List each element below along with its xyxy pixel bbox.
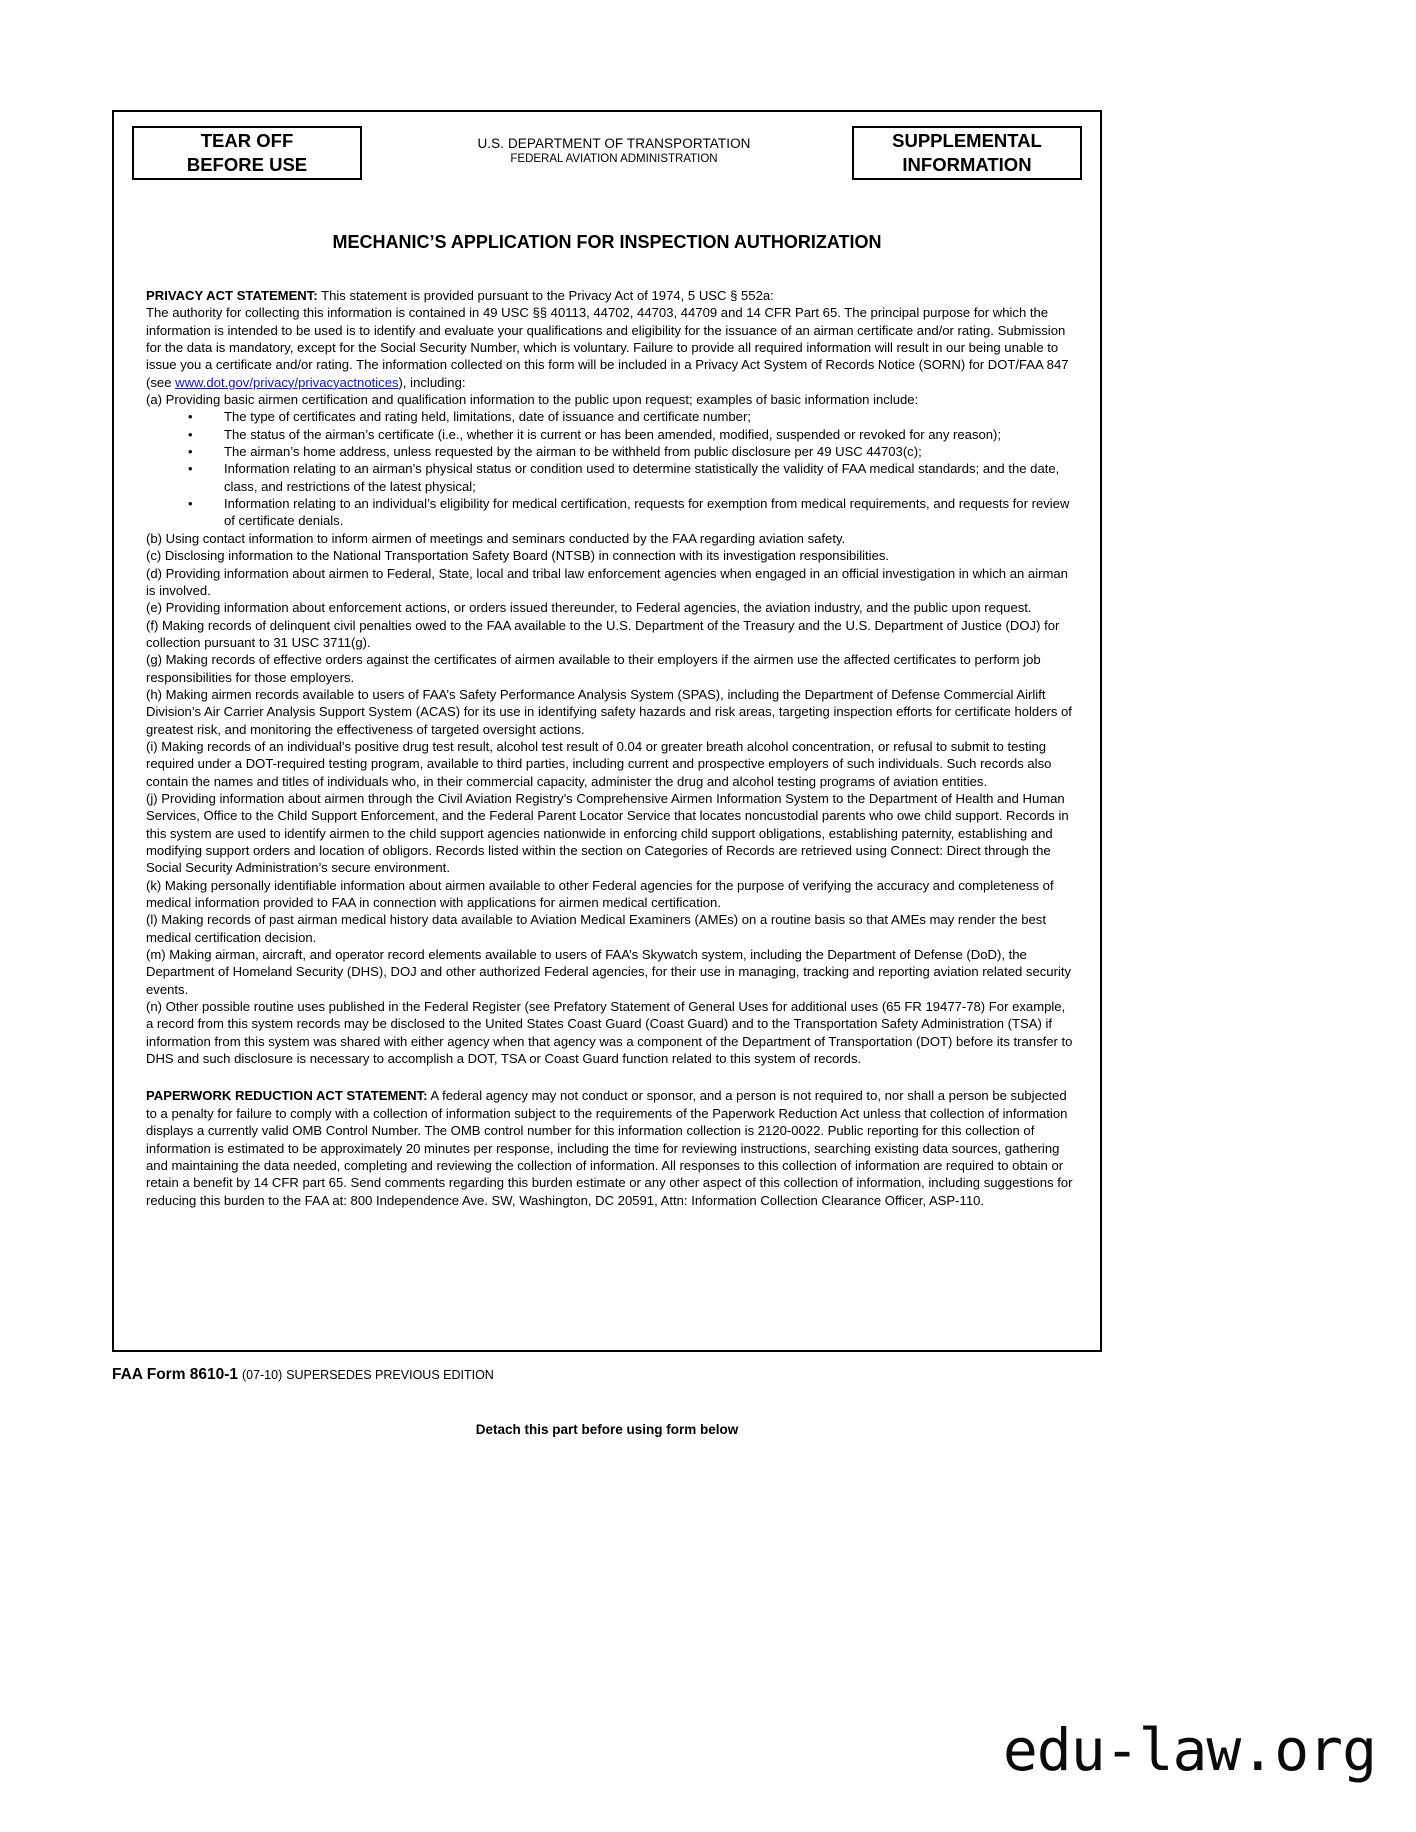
privacy-act-item-j: (j) Providing information about airmen through the Civil Aviation Registry’s Comprehensive Airmen Information System to the Department of Health and Human Services, Office to the Child Support Enforcement, and the Federal Parent Locator Service that locates noncustodial parents who owe child support. Records in this system are used to identify airmen to the child support agencies nationwide in enforcing child support obligations, establishing paternity, establishing and modifying support orders and location of obligors. Records listed within the section on Categories of Records are retrieved using Connect: Direct through the Social Security Administration’s secure environment. xyxy=(146,790,1069,876)
paperwork-reduction-heading: PAPERWORK REDUCTION ACT STATEMENT: xyxy=(146,1088,428,1104)
agency-identification xyxy=(444,136,784,165)
privacy-act-item-h: (h) Making airmen records available to users of FAA’s Safety Performance Analysis System (SPAS), including the Department of Defense Commercial Airlift Division’s Air Carrier Analysis Support System (ACAS) for its use in identifying safety hazards and risk areas, targeting inspection efforts for certificate holders of greatest risk, and monitoring the effectiveness of targeted oversight actions. xyxy=(146,686,1072,737)
privacy-act-heading-rest: This statement is provided pursuant to the Privacy Act of 1974, 5 USC § 552a: xyxy=(317,288,774,303)
privacy-act-item-a: (a) Providing basic airmen certification and qualification information to the public upon request; examples of basic information include: xyxy=(146,392,919,408)
list-item xyxy=(146,443,1074,460)
privacy-act-heading-line xyxy=(146,287,1074,304)
bullet-icon: • xyxy=(188,461,193,477)
list-item xyxy=(146,460,1074,495)
form-page xyxy=(112,110,1102,1352)
privacy-act-item-e: (e) Providing information about enforcement actions, or orders issued thereunder, to Federal agencies, the aviation industry, and the public upon request. xyxy=(146,600,1032,616)
form-header xyxy=(114,112,1100,190)
watermark-text: edu-law.org xyxy=(1002,1716,1376,1784)
supplemental-line-1: SUPPLEMENTAL xyxy=(892,130,1042,152)
form-number: FAA Form 8610-1 xyxy=(112,1366,239,1383)
paperwork-reduction-statement xyxy=(146,1087,1074,1208)
list-item xyxy=(146,426,1074,443)
form-edition: (07-10) xyxy=(241,1368,283,1382)
form-footer xyxy=(112,1366,1102,1384)
supplemental-line-2: INFORMATION xyxy=(902,154,1032,175)
privacy-act-item-l: (l) Making records of past airman medical history data available to Aviation Medical Examiners (AMEs) on a routine basis so that AMEs may render the best medical certification decision. xyxy=(146,912,1046,945)
privacy-act-item-c: (c) Disclosing information to the National Transportation Safety Board (NTSB) in connection with its investigation responsibilities. xyxy=(146,548,890,564)
page-title: MECHANIC’S APPLICATION FOR INSPECTION AUTHORIZATION xyxy=(332,232,882,252)
privacy-act-item-b: (b) Using contact information to inform airmen of meetings and seminars conducted by the FAA regarding aviation safety. xyxy=(146,530,846,546)
bullet-icon: • xyxy=(188,426,193,442)
bullet-icon: • xyxy=(188,496,193,512)
privacy-act-item-m: (m) Making airman, aircraft, and operator record elements available to users of FAA’s Skywatch system, including the Department of Defense (DoD), the Department of Homeland Security (DHS), DOJ and other authorized Federal agencies, for their use in managing, tracking and reporting aviation related security events. xyxy=(146,947,1072,997)
bullet-icon: • xyxy=(188,444,193,460)
form-body xyxy=(114,287,1100,1209)
privacy-act-intro-text: The authority for collecting this information is contained in 49 USC §§ 40113, 44702, 44703, 44709 and 14 CFR Part 65. The principal purpose for which the information is intended to be used is to identify and evaluate your qualifications and eligibility for the issuance of an airman certificate and/or rating. Submission for the data is mandatory, except for the Social Security Number, which is voluntary. Failure to provide all required information will result in our being unable to issue you a certificate and/or rating. The information collected on this form will be included in a Privacy Act System of Records Notice (SORN) for DOT/FAA 847 (see xyxy=(146,305,1069,390)
list-item-text: The status of the airman’s certificate (i.e., whether it is current or has been amended, modified, suspended or revoked for any reason); xyxy=(224,426,1002,442)
list-item-text: The airman’s home address, unless requested by the airman to be withheld from public disclosure per 49 USC 44703(c); xyxy=(224,444,922,460)
list-item xyxy=(146,408,1074,425)
privacy-act-item-d: (d) Providing information about airmen to Federal, State, local and tribal law enforcement agencies when engaged in an official investigation in which an airman is involved. xyxy=(146,565,1068,598)
privacy-act-item-g: (g) Making records of effective orders against the certificates of airmen available to their employers if the airmen use the affected certificates to perform job responsibilities for those employers. xyxy=(146,652,1041,685)
administration-name: FEDERAL AVIATION ADMINISTRATION xyxy=(510,153,718,165)
department-name: U.S. DEPARTMENT OF TRANSPORTATION xyxy=(477,136,751,151)
list-item-text: Information relating to an individual’s eligibility for medical certification, requests for exemption from medical requirements, and requests for review of certificate denials. xyxy=(224,496,1070,529)
list-item-text: The type of certificates and rating held, limitations, date of issuance and certificate number; xyxy=(224,409,751,425)
list-item-text: Information relating to an airman’s physical status or condition used to determine statistically the validity of FAA medical standards; and the date, class, and restrictions of the latest physical; xyxy=(224,461,1060,494)
section-spacer xyxy=(146,1067,1074,1087)
privacy-act-heading: PRIVACY ACT STATEMENT: xyxy=(146,288,318,303)
privacy-act-item-i: (i) Making records of an individual’s positive drug test result, alcohol test result of 0.04 or greater breath alcohol concentration, or refusal to submit to testing required under a DOT-required testing program, available to third parties, including current and prospective employers of such individuals. Such records also contain the names and titles of individuals who, in their commercial capacity, administer the drug and alcohol testing programs of aviation entities. xyxy=(146,738,1052,789)
tear-off-line-2: BEFORE USE xyxy=(186,154,308,175)
tear-off-line-1: TEAR OFF xyxy=(200,130,294,152)
basic-information-bullet-list xyxy=(146,408,1074,529)
bullet-icon: • xyxy=(188,409,193,425)
privacy-act-item-k: (k) Making personally identifiable information about airmen available to other Federal agencies for the purpose of verifying the accuracy and completeness of medical information provided to FAA in connection with applications for airmen medical certification. xyxy=(146,877,1054,911)
supplemental-information-box xyxy=(852,126,1082,180)
privacy-act-item-f: (f) Making records of delinquent civil penalties owed to the FAA available to the U.S. Department of the Treasury and the U.S. Department of Justice (DOJ) for collection pursuant to 31 USC 3711(g). xyxy=(146,617,1060,650)
privacy-act-item-n: (n) Other possible routine uses published in the Federal Register (see Prefatory Statement of General Uses for additional uses (65 FR 19477-78) For example, a record from this system records may be disclosed to the United States Coast Guard (Coast Guard) and to the Transportation Safety Administration (TSA) if information from this system was shared with either agency when that agency was a component of the Department of Transportation (DOT) before its transfer to DHS and such disclosure is necessary to accomplish a DOT, TSA or Coast Guard function related to this system of records. xyxy=(146,999,1073,1067)
tear-off-box xyxy=(132,126,362,180)
form-supersedes-note: SUPERSEDES PREVIOUS EDITION xyxy=(286,1368,494,1382)
list-item xyxy=(146,495,1074,530)
detach-instruction: Detach this part before using form below xyxy=(475,1422,739,1437)
privacy-act-intro xyxy=(146,304,1074,391)
paperwork-reduction-body: A federal agency may not conduct or sponsor, and a person is not required to, nor shall a person be subjected to a penalty for failure to comply with a collection of information subject to the requirements of the Paperwork Reduction Act unless that collection of information displays a currently valid OMB Control Number. The OMB control number for this information collection is 2120-0022. Public reporting for this collection of information is estimated to be approximately 20 minutes per response, including the time for reviewing instructions, searching existing data sources, gathering and maintaining the data needed, completing and reviewing the collection of information. All responses to this collection of information are required to obtain or retain a benefit by 14 CFR part 65. Send comments regarding this burden estimate or any other aspect of this collection of information, including suggestions for reducing this burden to the FAA at: 800 Independence Ave. SW, Washington, DC 20591, Attn: Information Collection Clearance Officer, ASP-110. xyxy=(146,1088,1073,1208)
privacy-act-intro-tail: ), including: xyxy=(398,374,466,390)
privacy-act-notices-link[interactable]: www.dot.gov/privacy/privacyactnotices xyxy=(175,374,399,390)
